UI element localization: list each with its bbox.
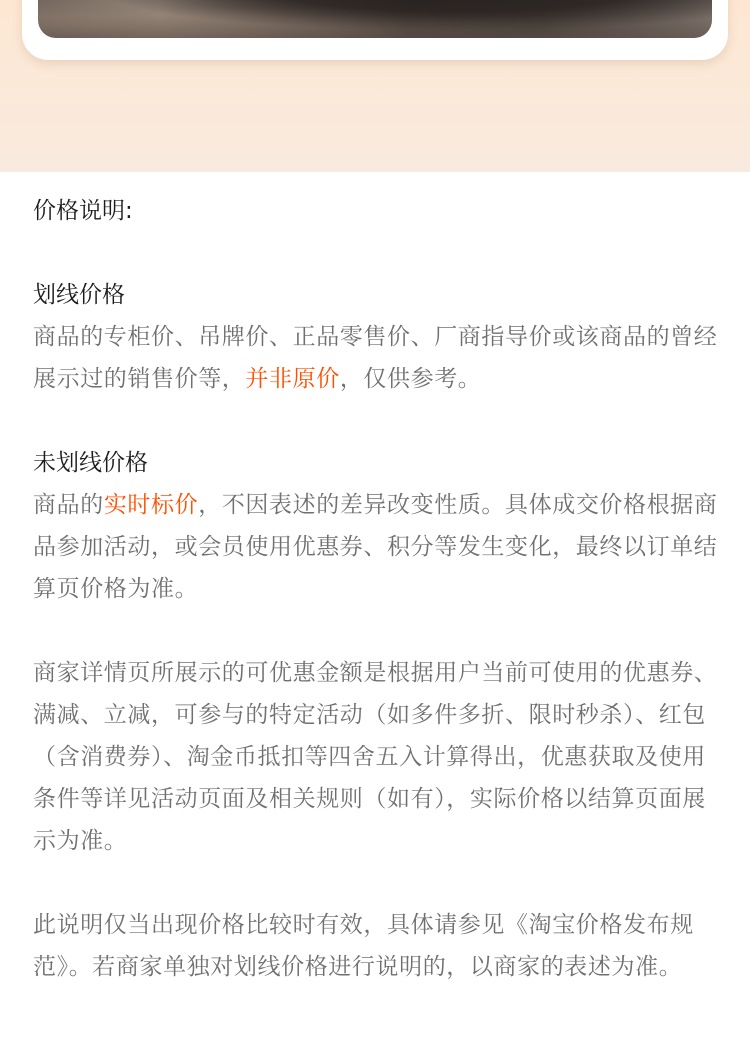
hero-banner	[0, 0, 750, 172]
non-strikethrough-text-before: 商品的	[33, 492, 104, 518]
strikethrough-text-after: ，仅供参考。	[339, 366, 482, 392]
strikethrough-text-before: 商品的专柜价、吊牌价、正品零售价、厂商指导价或该商品的曾经展示过的销售价等，	[33, 324, 718, 392]
non-strikethrough-highlight: 实时标价	[103, 492, 199, 518]
spacer	[33, 610, 723, 652]
price-explanation	[33, 190, 723, 988]
spacer	[33, 400, 723, 442]
discount-amount-note: 商家详情页所展示的可优惠金额是根据用户当前可使用的优惠券、满减、立减，可参与的特定活动（如多件多折、限时秒杀）、红包（含消费券）、淘金币抵扣等四舍五入计算得出，优惠获取及使用条件等详见活动页面及相关规则（如有），实际价格以结算页面展示为准。	[33, 660, 718, 854]
non-strikethrough-price-heading: 未划线价格	[33, 450, 148, 476]
spacer	[33, 232, 723, 274]
non-strikethrough-text-after: ，不因表述的差异改变性质。具体成交价格根据商品参加活动，或会员使用优惠券、积分等发生变化，最终以订单结算页价格为准。	[33, 492, 718, 602]
strikethrough-price-heading: 划线价格	[33, 282, 125, 308]
product-photo[interactable]	[38, 0, 712, 38]
non-strikethrough-price-description	[33, 484, 723, 610]
strikethrough-highlight: 并非原价	[245, 366, 340, 392]
strikethrough-price-description	[33, 316, 723, 400]
price-explanation-title: 价格说明:	[33, 198, 133, 224]
validity-note: 此说明仅当出现价格比较时有效，具体请参见《淘宝价格发布规范》。若商家单独对划线价格进行说明的，以商家的表述为准。	[33, 912, 694, 980]
spacer	[33, 862, 723, 904]
product-image-card[interactable]	[22, 0, 728, 60]
